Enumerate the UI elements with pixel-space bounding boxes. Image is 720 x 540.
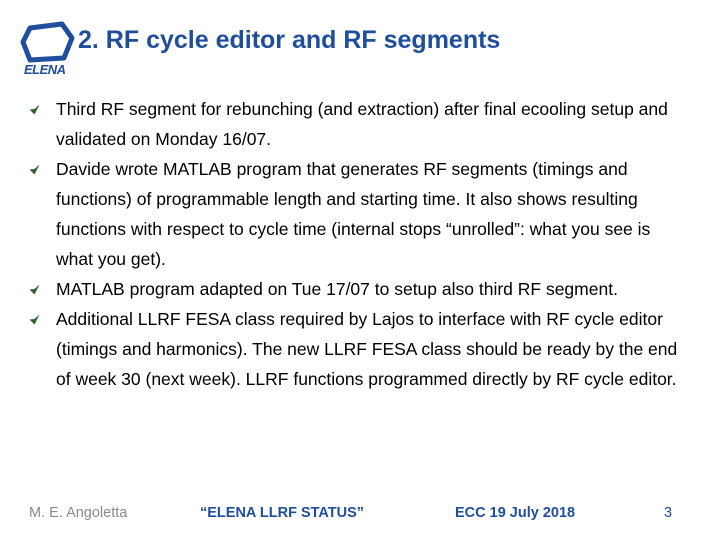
bullet-list	[28, 94, 688, 394]
bullet-text: MATLAB program adapted on Tue 17/07 to setup also third RF segment.	[56, 279, 618, 299]
checkmark-diamond-icon	[29, 104, 40, 115]
footer-presentation-title: “ELENA LLRF STATUS”	[200, 505, 365, 521]
footer-author: M. E. Angoletta	[29, 505, 128, 521]
footer	[0, 505, 720, 529]
bullet-item	[28, 304, 688, 394]
elena-ring-icon	[20, 20, 76, 64]
checkmark-diamond-icon	[29, 284, 40, 295]
bullet-text: Additional LLRF FESA class required by Lajos to interface with RF cycle editor (timings and harmonics). The new LLRF FESA class should be ready by the end of week 30 (next week). LLRF functions programmed directly by RF cycle editor.	[56, 309, 678, 389]
checkmark-diamond-icon	[29, 314, 40, 325]
page-number: 3	[664, 505, 673, 521]
logo-text: ELENA	[24, 62, 66, 77]
bullet-item	[28, 274, 688, 304]
slide-title: 2. RF cycle editor and RF segments	[78, 26, 501, 54]
bullet-text: Third RF segment for rebunching (and extraction) after final ecooling setup and validated on Monday 16/07.	[56, 99, 668, 149]
elena-logo	[20, 20, 76, 78]
bullet-text: Davide wrote MATLAB program that generates RF segments (timings and functions) of programmable length and starting time. It also shows resulting functions with respect to cycle time (internal stops “unrolled”: what you see is what you get).	[56, 159, 651, 269]
footer-event-date: ECC 19 July 2018	[455, 505, 576, 521]
checkmark-diamond-icon	[29, 164, 40, 175]
bullet-item	[28, 94, 688, 154]
bullet-item	[28, 154, 688, 274]
